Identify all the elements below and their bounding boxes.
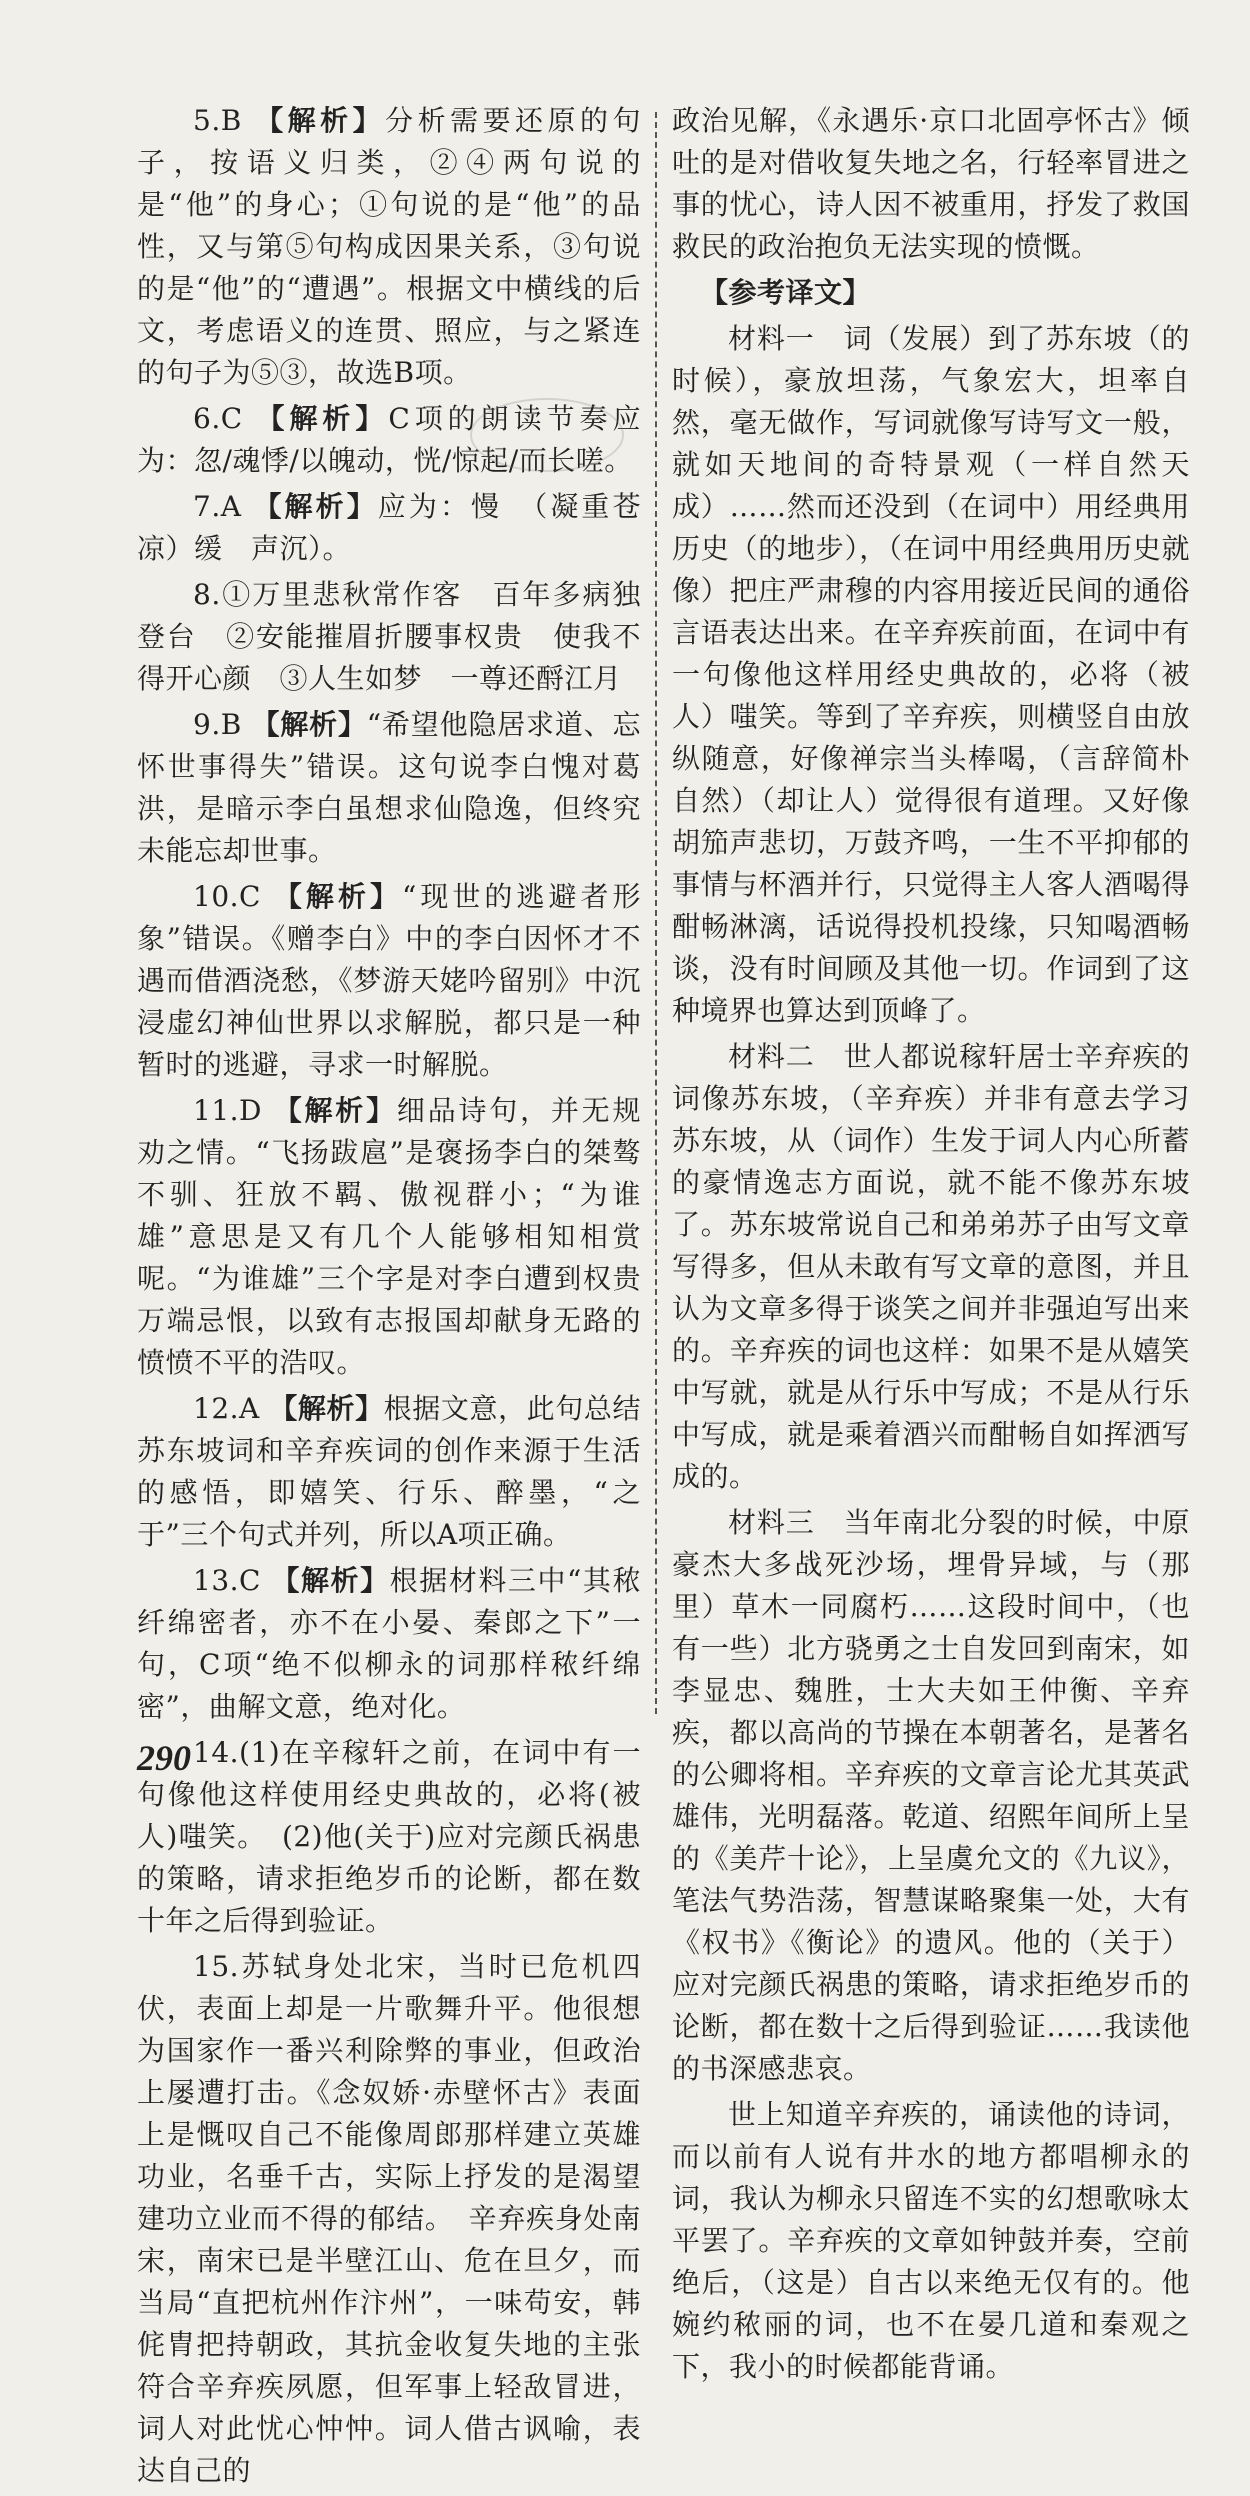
answer-number: 13.C: [193, 1564, 261, 1597]
answer-11: [137, 1090, 641, 1384]
answer-text: C项的朗读节奏应为：忽/魂悸/以魄动，恍/惊起/而长嗟。: [137, 402, 641, 477]
analysis-label: 【解析】: [255, 104, 386, 137]
answer-9: [137, 704, 641, 872]
page-number: 290: [137, 1738, 191, 1778]
analysis-label: 【解析】: [273, 1094, 397, 1127]
translation-paragraph: 材料二 世人都说稼轩居士辛弃疾的词像苏东坡，（辛弃疾）并非有意去学习苏东坡，从（词作）生发于词人内心所蓄的豪情逸志方面说，就不能不像苏东坡了。苏东坡常说自己和弟弟苏子由写文章写得多，但从未敢有写文章的意图，并且认为文章多得于谈笑之间并非强迫写出来的。辛弃疾的词也这样：如果不是从嬉笑中写就，就是从行乐中写成；不是从行乐中写成，就是乘着酒兴而酣畅自如挥洒写成的。: [672, 1040, 1190, 1493]
answer-text: 分析需要还原的句子，按语义归类，②④两句说的是“他”的身心；①句说的是“他”的品性，又与第⑤句构成因果关系，③句说的是“他”的“遭遇”。根据文中横线的后文，考虑语义的连贯、照应，与之紧连的句子为⑤③，故选B项。: [137, 104, 641, 389]
reference-translation-heading: 【参考译文】: [700, 276, 872, 309]
answer-text: 苏轼身处北宋，当时已危机四伏，表面上却是一片歌舞升平。他很想为国家作一番兴利除弊的事业，但政治上屡遭打击。《念奴娇·赤壁怀古》表面上是慨叹自己不能像周郎那样建立英雄功业，名垂千古，实际上抒发的是渴望建功立业而不得的郁结。 辛弃疾身处南宋，南宋已是半壁江山、危在旦夕，而当局“直把杭州作汴州”，一味苟安，韩侂胄把持朝政，其抗金收复失地的主张符合辛弃疾夙愿，但军事上轻敌冒进，词人对此忧心忡忡。词人借古讽喻，表达自己的: [137, 1950, 641, 2487]
translation-paragraph: 材料一 词（发展）到了苏东坡（的时候），豪放坦荡，气象宏大，坦率自然，毫无做作，写词就像写诗写文一般，就如天地间的奇特景观（一样自然天成）……然而还没到（在词中）用经典用历史（的地步），（在词中用经典用历史就像）把庄严肃穆的内容用接近民间的通俗言语表达出来。在辛弃疾前面，在词中有一句像他这样用经史典故的，必将（被人）嗤笑。等到了辛弃疾，则横竖自由放纵随意，好像禅宗当头棒喝，（言辞简朴自然）（却让人）觉得很有道理。又好像胡笳声悲切，万鼓齐鸣，一生不平抑郁的事情与杯酒并行，只觉得主人客人酒喝得酣畅淋漓，话说得投机投缘，只知喝酒畅谈，没有时间顾及其他一切。作词到了这种境界也算达到顶峰了。: [672, 322, 1190, 1027]
answer-number: 11.D: [193, 1094, 262, 1127]
answer-number: 9.B: [193, 708, 242, 741]
analysis-label: 【解析】: [256, 402, 389, 435]
analysis-label: 【解析】: [271, 1564, 390, 1597]
answer-text: 细品诗句，并无规劝之情。“飞扬跋扈”是褒扬李白的桀骜不驯、狂放不羁、傲视群小；“为谁雄”意思是又有几个人能够相知相赏呢。“为谁雄”三个字是对李白遭到权贵万端忌恨，以致有志报国却献身无路的愤愤不平的浩叹。: [137, 1094, 641, 1379]
answer-text: 根据文意，此句总结苏东坡词和辛弃疾词的创作来源于生活的感悟，即嬉笑、行乐、醉墨，“之于”三个句式并列，所以A项正确。: [137, 1392, 641, 1551]
answer-number: 10.C: [193, 880, 261, 913]
answer-text: 根据材料三中“其秾纤绵密者，亦不在小晏、秦郎之下”一句，C项“绝不似柳永的词那样秾纤绵密”，曲解文意，绝对化。: [137, 1564, 641, 1723]
analysis-label: 【解析】: [269, 1392, 384, 1425]
right-column: [672, 100, 1190, 2392]
answer-number: 5.B: [193, 104, 242, 137]
answer-6: [137, 398, 641, 482]
left-column: [137, 100, 641, 2496]
answer-number: 7.A: [193, 490, 242, 523]
answer-number: 6.C: [193, 402, 243, 435]
translation-paragraph: 世上知道辛弃疾的，诵读他的诗词，而以前有人说有井水的地方都唱柳永的词，我认为柳永只留连不实的幻想歌咏太平罢了。辛弃疾的文章如钟鼓并奏，空前绝后，（这是）自古以来绝无仅有的。他婉约秾丽的词，也不在晏几道和秦观之下，我小的时候都能背诵。: [672, 2098, 1190, 2383]
answer-13: [137, 1560, 641, 1728]
translation-paragraph: 材料三 当年南北分裂的时候，中原豪杰大多战死沙场，埋骨异域，与（那里）草木一同腐朽……这段时间中，（也有一些）北方骁勇之士自发回到南宋，如李显忠、魏胜，士大夫如王仲衡、辛弃疾，都以高尚的节操在本朝著名，是著名的公卿将相。辛弃疾的文章言论尤其英武雄伟，光明磊落。乾道、绍熙年间所上呈的《美芹十论》，上呈虞允文的《九议》，笔法气势浩荡，智慧谋略聚集一处，大有《权书》《衡论》的遗风。他的（关于）应对完颜氏祸患的策略，请求拒绝岁币的论断，都在数十之后得到验证……我读他的书深感悲哀。: [672, 1506, 1190, 2085]
answer-number: 15.: [193, 1950, 240, 1983]
answer-number: 8.: [193, 578, 221, 611]
answer-text: 应为：慢 （凝重苍凉）缓 声沉）。: [137, 490, 641, 565]
answer-10: [137, 876, 641, 1086]
answer-7: [137, 486, 641, 570]
answer-8: [137, 574, 641, 700]
analysis-label: 【解析】: [253, 490, 378, 523]
continuation-text: 政治见解，《永遇乐·京口北固亭怀古》倾吐的是对借收复失地之名，行轻率冒进之事的忧心，诗人因不被重用，抒发了救国救民的政治抱负无法实现的愤慨。: [672, 104, 1190, 263]
answer-text: ①万里悲秋常作客 百年多病独登台 ②安能摧眉折腰事权贵 使我不得开心颜 ③人生如梦 一尊还酹江月: [137, 578, 641, 695]
answer-5: [137, 100, 641, 394]
answer-text: (1)在辛稼轩之前，在词中有一句像他这样使用经史典故的，必将(被人)嗤笑。 (2)他(关于)应对完颜氏祸患的策略，请求拒绝岁币的论断，都在数十年之后得到验证。: [137, 1736, 641, 1937]
analysis-label: 【解析】: [273, 880, 402, 913]
column-divider: [655, 112, 657, 1714]
answer-15: [137, 1946, 641, 2492]
answer-number: 14.: [193, 1736, 240, 1769]
answer-14: [137, 1732, 641, 1942]
answer-text: “现世的逃避者形象”错误。《赠李白》中的李白因怀才不遇而借酒浇愁，《梦游天姥吟留别》中沉浸虚幻神仙世界以求解脱，都只是一种暂时的逃避，寻求一时解脱。: [137, 880, 641, 1081]
analysis-label: 【解析】: [251, 708, 367, 741]
answer-12: [137, 1388, 641, 1556]
answer-text: “希望他隐居求道、忘怀世事得失”错误。这句说李白愧对葛洪，是暗示李白虽想求仙隐逸，但终究未能忘却世事。: [137, 708, 641, 867]
answer-number: 12.A: [193, 1392, 260, 1425]
